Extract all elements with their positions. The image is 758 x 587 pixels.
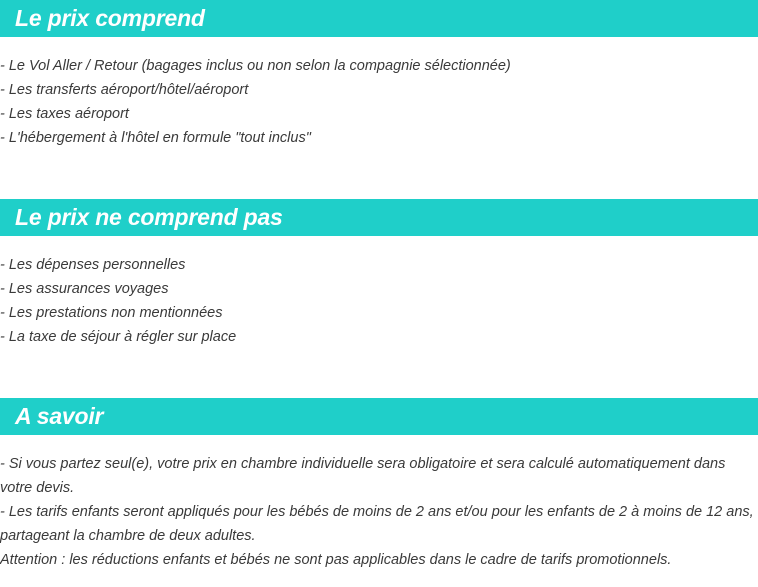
section-good-to-know bbox=[0, 398, 758, 572]
list-item: - L'hébergement à l'hôtel en formule "tout inclus" bbox=[0, 130, 311, 146]
list-item: - Le Vol Aller / Retour (bagages inclus ou non selon la compagnie sélectionnée) bbox=[0, 58, 511, 74]
list-item: Attention : les réductions enfants et bébés ne sont pas applicables dans le cadre de tarifs promotionnels. bbox=[0, 552, 672, 568]
section-list bbox=[0, 54, 758, 150]
section-list bbox=[0, 452, 758, 572]
list-item: - Les transferts aéroport/hôtel/aéroport bbox=[0, 82, 249, 98]
section-list bbox=[0, 253, 758, 349]
list-item: - Si vous partez seul(e), votre prix en chambre individuelle sera obligatoire et sera calculé automatiquement dans votre devis. bbox=[0, 456, 726, 496]
list-item: - Les prestations non mentionnées bbox=[0, 305, 223, 321]
list-item: - Les assurances voyages bbox=[0, 281, 169, 297]
section-header bbox=[0, 398, 758, 435]
list-item: - Les taxes aéroport bbox=[0, 106, 129, 122]
section-title: A savoir bbox=[15, 403, 104, 429]
section-title: Le prix ne comprend pas bbox=[15, 204, 283, 230]
list-item: - La taxe de séjour à régler sur place bbox=[0, 329, 237, 345]
list-item: - Les tarifs enfants seront appliqués pour les bébés de moins de 2 ans et/ou pour les enfants de 2 à moins de 12 ans, partageant la chambre de deux adultes. bbox=[0, 504, 754, 544]
section-title: Le prix comprend bbox=[15, 5, 205, 31]
section-header bbox=[0, 199, 758, 236]
list-item: - Les dépenses personnelles bbox=[0, 257, 186, 273]
section-header bbox=[0, 0, 758, 37]
section-price-excludes bbox=[0, 199, 758, 349]
section-price-includes bbox=[0, 0, 758, 150]
